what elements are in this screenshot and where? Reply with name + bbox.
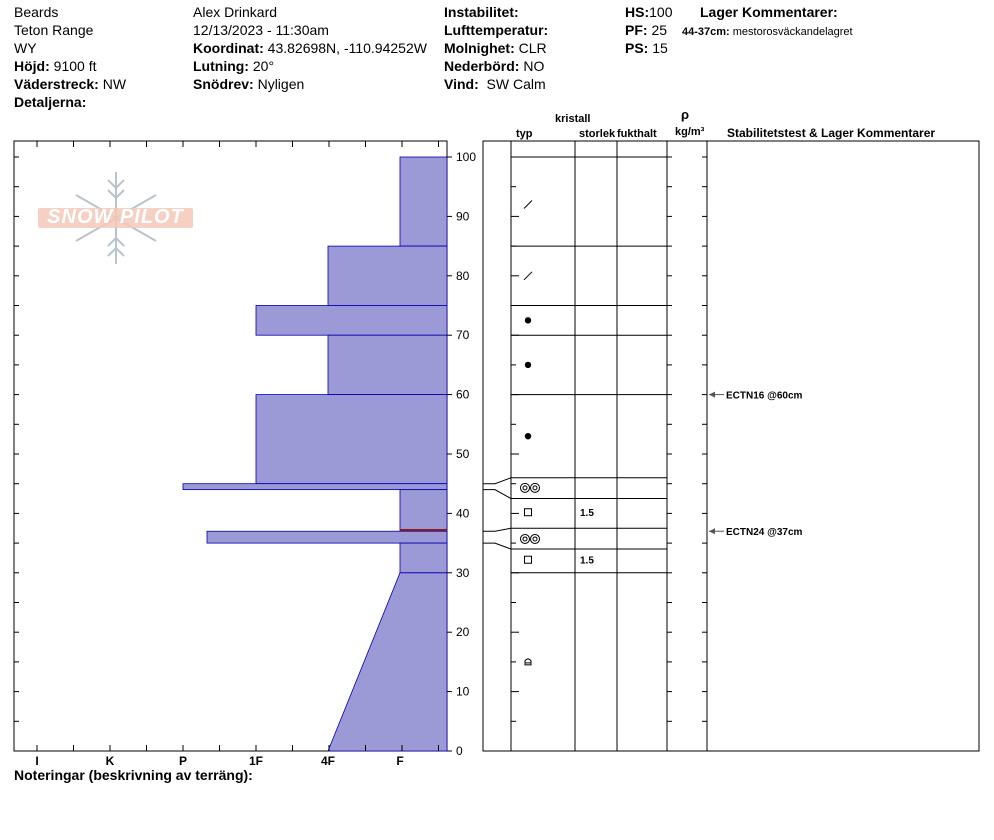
instability-label: Instabilitet:	[444, 4, 519, 20]
layer-bar-4	[256, 395, 447, 484]
test-arrow-icon	[709, 528, 715, 534]
airtemp-label: Lufttemperatur:	[444, 22, 549, 38]
grain-surface-hoar-icon	[533, 486, 537, 490]
grain-rounded-icon	[525, 433, 531, 439]
aspect-value: NW	[102, 76, 127, 92]
elevation-label: Höjd:	[14, 58, 50, 74]
location: Beards	[14, 4, 59, 20]
precip-value: NO	[523, 58, 545, 74]
col-rho: ρ	[681, 107, 690, 122]
stability-test-label-1: ECTN24 @37cm	[726, 527, 803, 539]
ps-label: PS:	[625, 40, 649, 56]
obs-datetime: 12/13/2023 - 11:30am	[193, 22, 329, 38]
hardness-tick-I: I	[35, 754, 39, 768]
sky-value: CLR	[518, 40, 547, 56]
grain-surface-hoar-icon	[531, 483, 540, 492]
precip-label: Nederbörd:	[444, 58, 520, 74]
grain-rounded-icon	[525, 317, 531, 323]
grain-size-label-8: 1.5	[580, 555, 594, 567]
layer-bar-6	[400, 490, 447, 532]
col-storlek: storlek	[579, 128, 616, 140]
grain-surface-hoar-icon	[523, 537, 527, 541]
depth-label-30: 30	[456, 565, 470, 580]
layer-table-frame	[483, 141, 979, 751]
details-label: Detaljerna:	[14, 94, 87, 110]
grain-faceted-icon	[525, 556, 532, 563]
grain-surface-hoar-icon	[521, 534, 530, 543]
depth-label-0: 0	[456, 744, 463, 758]
depth-label-70: 70	[456, 328, 470, 343]
grain-surface-hoar-icon	[531, 534, 540, 543]
layer-connector-3	[483, 543, 511, 549]
depth-label-10: 10	[456, 684, 470, 699]
layer-bar-5	[183, 484, 447, 490]
layer-bar-9	[328, 573, 447, 751]
wind-value: SW Calm	[486, 76, 546, 92]
layer-connector-0	[483, 478, 511, 484]
observer-name: Alex Drinkard	[193, 4, 278, 20]
hardness-tick-K: K	[105, 754, 115, 768]
grain-faceted-icon	[525, 509, 532, 516]
col-fukthalt: fukthalt	[617, 128, 657, 140]
slope-label: Lutning:	[193, 58, 249, 74]
pf-value: 25	[651, 22, 668, 38]
stability-test-label-0: ECTN16 @60cm	[726, 390, 803, 402]
sky-label: Molnighet:	[444, 40, 515, 56]
logo-text: SNOW PILOT	[47, 206, 184, 228]
depth-label-20: 20	[456, 625, 470, 640]
grain-rounded-icon	[525, 362, 531, 368]
depth-label-60: 60	[456, 387, 470, 402]
layer-comment-range: 44-37cm:	[682, 26, 730, 38]
hardness-tick-F: F	[396, 754, 404, 768]
wind-label: Vind:	[444, 76, 479, 92]
grain-surface-hoar-icon	[523, 486, 527, 490]
elevation-value: 9100 ft	[53, 58, 97, 74]
col-typ: typ	[516, 128, 533, 140]
grain-decomposing-icon	[524, 272, 532, 280]
drift-label: Snödrev:	[193, 76, 254, 92]
depth-label-90: 90	[456, 209, 470, 224]
notes-label: Noteringar (beskrivning av terräng):	[14, 767, 253, 783]
depth-label-40: 40	[456, 506, 470, 521]
hardness-tick-4F: 4F	[320, 754, 336, 768]
layer-bar-7	[207, 531, 447, 543]
aspect-label: Väderstreck:	[14, 76, 99, 92]
depth-label-50: 50	[456, 447, 470, 461]
layer-connector-1	[483, 490, 511, 499]
slope-value: 20°	[252, 58, 275, 74]
hardness-tick-1F: 1F	[248, 754, 264, 768]
layer-bar-8	[400, 543, 447, 573]
pf-label: PF:	[625, 22, 648, 38]
layer-bar-2	[256, 306, 447, 336]
col-stability: Stabilitetstest & Lager Kommentarer	[727, 126, 936, 140]
hs-value: 100	[649, 4, 673, 20]
grain-surface-hoar-icon	[533, 537, 537, 541]
col-density-unit: kg/m³	[675, 126, 705, 138]
coord-label: Koordinat:	[193, 40, 264, 56]
depth-label-80: 80	[456, 268, 470, 283]
layer-bar-1	[328, 246, 447, 305]
grain-depth-hoar-icon	[525, 659, 531, 665]
layer-comment-text: mestorosväckandelagret	[732, 26, 853, 38]
ps-value: 15	[652, 40, 668, 56]
layer-bar-3	[328, 335, 447, 394]
grain-surface-hoar-icon	[521, 483, 530, 492]
grain-size-label-6: 1.5	[580, 508, 594, 520]
range: Teton Range	[14, 22, 94, 38]
layer-comments-title: Lager Kommentarer:	[700, 4, 838, 20]
layer-bar-0	[400, 157, 447, 246]
state: WY	[14, 40, 37, 56]
layer-connector-2	[483, 528, 511, 531]
col-kristall: kristall	[555, 113, 591, 125]
drift-value: Nyligen	[257, 76, 305, 92]
hs-label: HS:	[625, 4, 650, 20]
depth-label-100: 100	[456, 150, 477, 164]
test-arrow-icon	[709, 392, 715, 398]
hardness-tick-P: P	[178, 754, 188, 768]
grain-decomposing-icon	[524, 201, 532, 209]
coord-value: 43.82698N, -110.94252W	[267, 40, 427, 56]
